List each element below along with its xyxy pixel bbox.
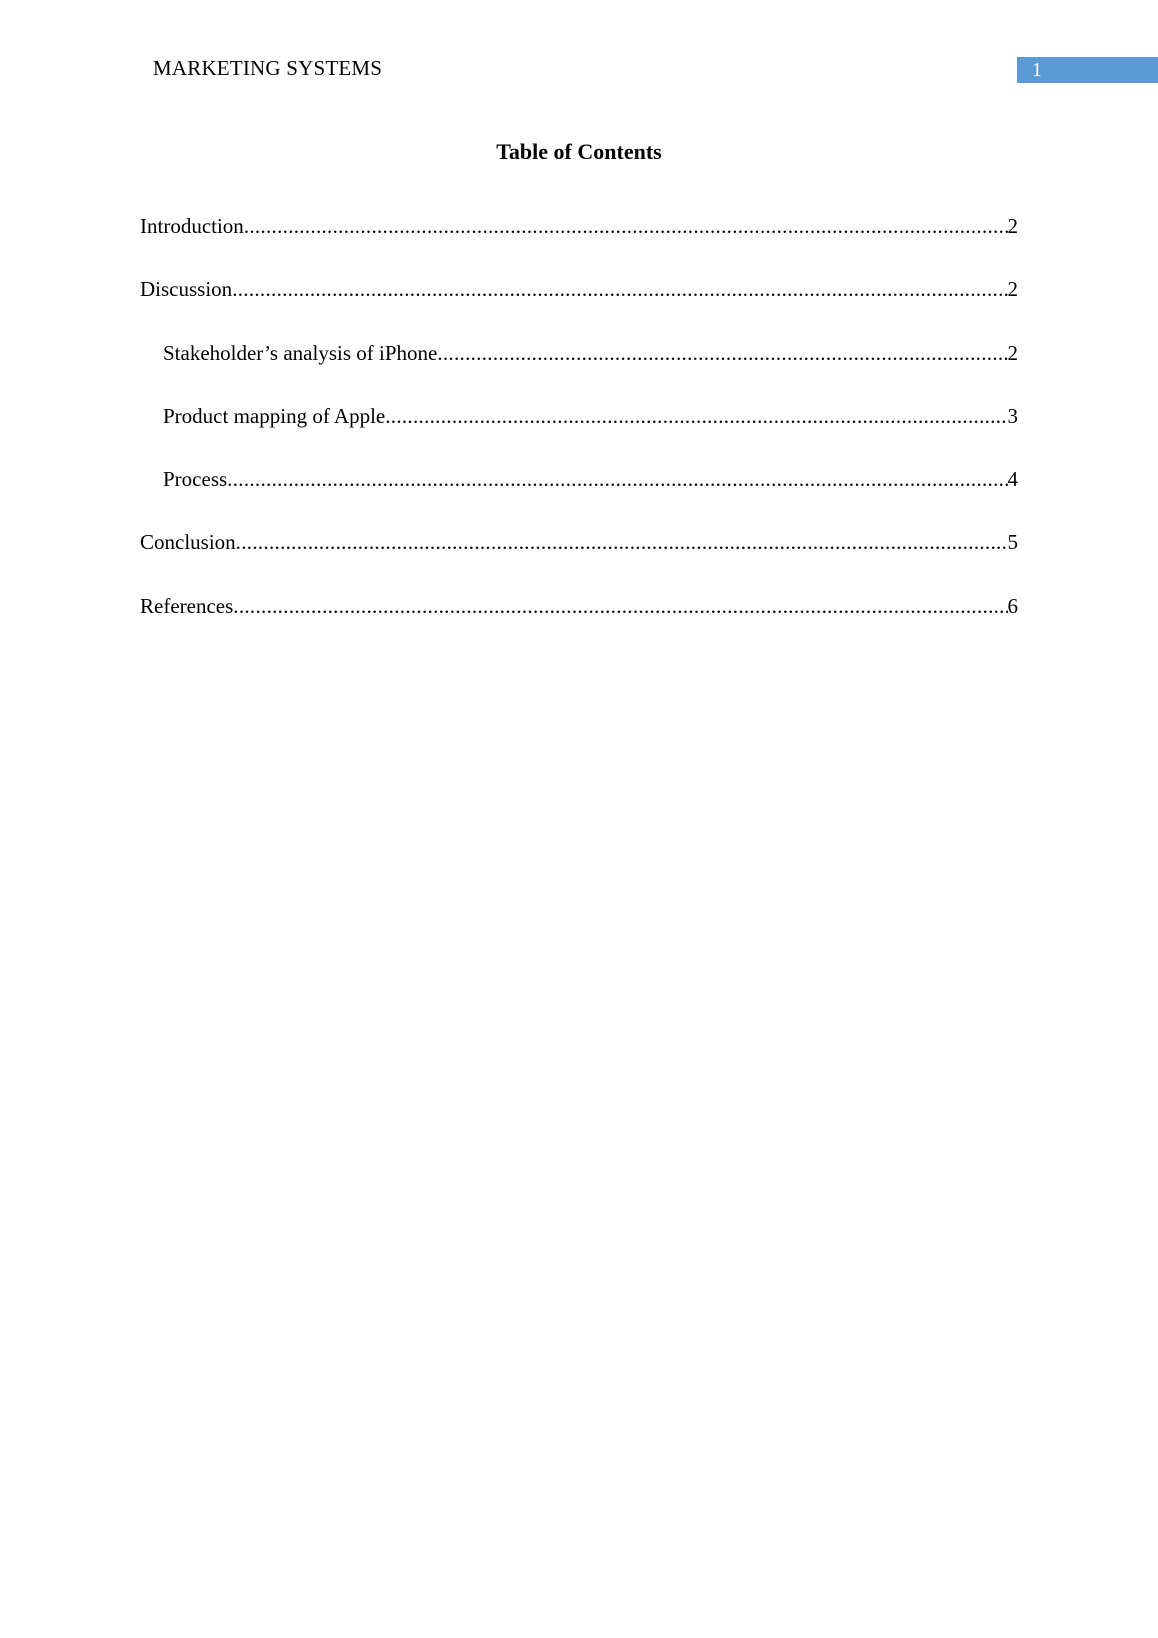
toc-dot-leader: [244, 211, 1008, 241]
toc-entry-label: Stakeholder’s analysis of iPhone: [163, 340, 438, 365]
toc-dot-leader: [232, 274, 1007, 304]
toc-entry-introduction[interactable]: [140, 211, 1018, 274]
toc-entry-page: 5: [1007, 530, 1018, 555]
toc-dot-leader: [437, 338, 1007, 368]
page-number-bar: [1017, 57, 1158, 83]
table-of-contents: [140, 211, 1018, 654]
toc-dot-leader: [236, 527, 1008, 557]
toc-entry-discussion[interactable]: [140, 274, 1018, 337]
toc-entry-page: 3: [1007, 403, 1018, 428]
toc-title: Table of Contents: [496, 139, 662, 164]
toc-entry-process[interactable]: [140, 464, 1018, 527]
toc-entry-references[interactable]: [140, 591, 1018, 654]
toc-dot-leader: [233, 591, 1007, 621]
toc-entry-label: Introduction: [140, 214, 244, 238]
toc-entry-label: Process: [163, 467, 228, 492]
toc-entry-page: 4: [1007, 467, 1018, 492]
page-number: 1: [1032, 59, 1042, 81]
toc-entry-label: References: [140, 593, 234, 618]
toc-entry-page: 6: [1007, 593, 1018, 618]
toc-entry-stakeholders-analysis[interactable]: [140, 338, 1018, 401]
toc-dot-leader: [385, 401, 1007, 431]
toc-entry-page: 2: [1007, 340, 1018, 365]
toc-dot-leader: [227, 464, 1007, 494]
running-header-title: MARKETING SYSTEMS: [153, 56, 383, 80]
toc-entry-product-mapping[interactable]: [140, 401, 1018, 464]
toc-entry-label: Conclusion: [140, 530, 236, 555]
toc-entry-label: Product mapping of Apple: [163, 403, 386, 428]
toc-entry-conclusion[interactable]: [140, 527, 1018, 590]
toc-entry-page: 2: [1007, 277, 1018, 302]
toc-entry-page: 2: [1007, 214, 1018, 238]
toc-entry-label: Discussion: [140, 277, 233, 302]
